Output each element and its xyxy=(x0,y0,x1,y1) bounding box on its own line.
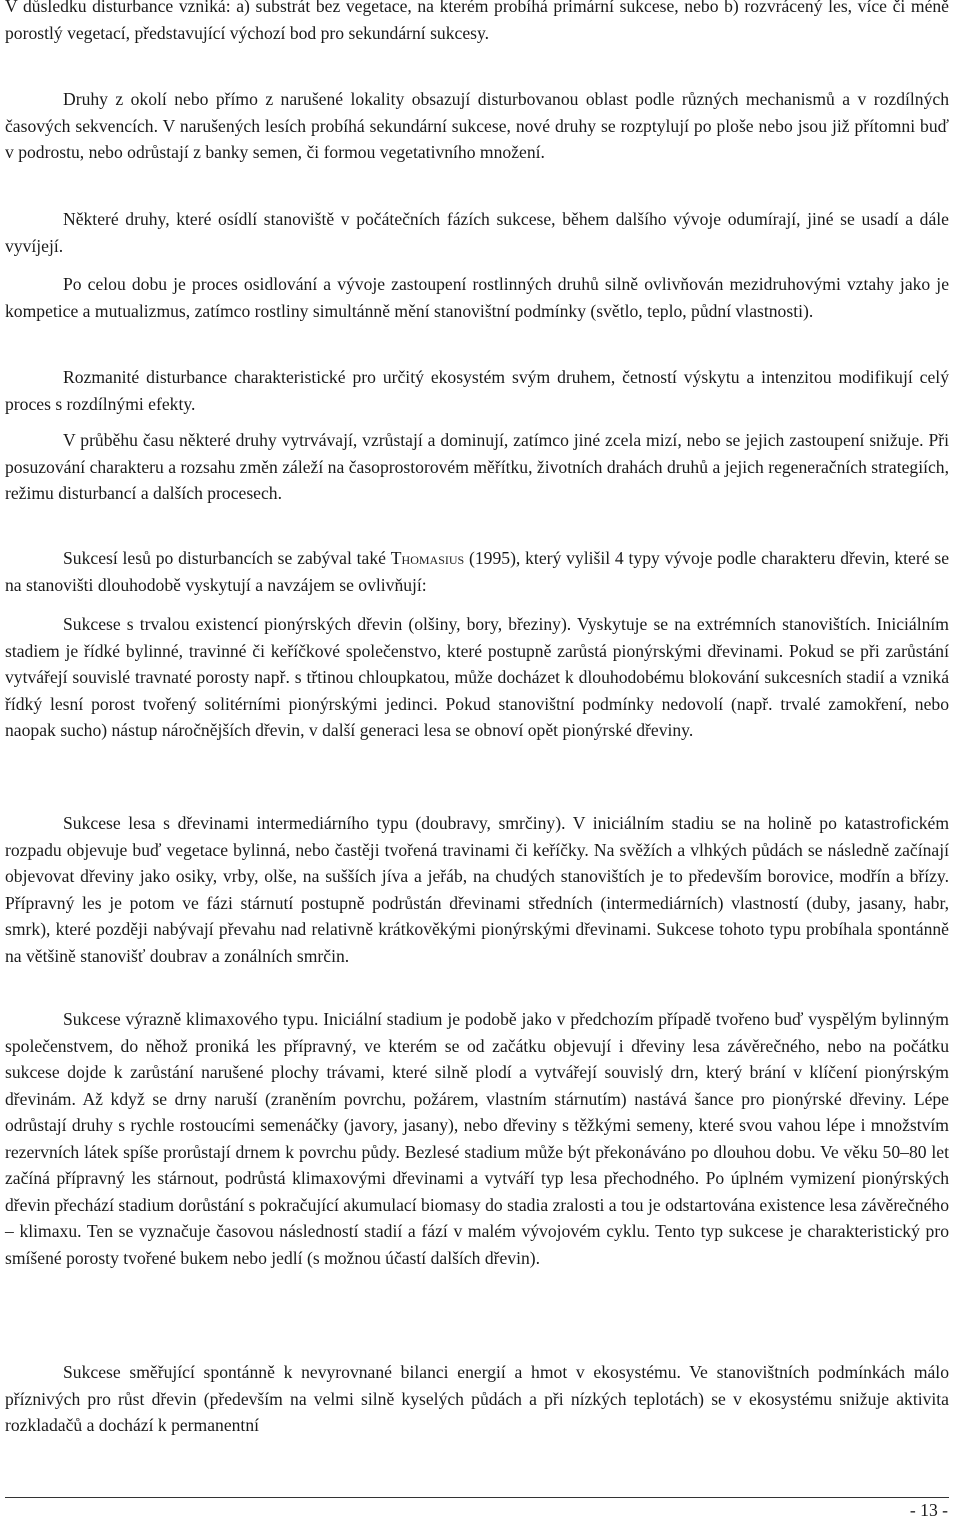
paragraph-2: Druhy z okolí nebo přímo z narušené lokality obsazují disturbovanou oblast podle různých mechanismů a v rozdílných časových sekvencích. V narušených lesích probíhá sekundární sukcese, nové druhy se rozptylují po ploše nebo jsou již přítomni buď v podrostu, nebo odrůstají z banky semen, či formou vegetativního množení. xyxy=(5,89,949,162)
footer-divider xyxy=(5,1497,949,1498)
paragraph-1: V důsledku disturbance vzniká: a) substrát bez vegetace, na kterém probíhá primární sukcese, nebo b) rozvrácený les, více či méně porostlý vegetací, představující výchozí bod pro sekundární sukcesy. xyxy=(5,0,949,43)
page-number: - 13 - xyxy=(909,1500,948,1520)
paragraph-7-text-b: (1995), který vylišil 4 typy vývoje podle charakteru dřevin, které se na stanovišti dlouhodobě vyskytují a navzájem se ovlivňují: xyxy=(5,548,949,595)
paragraph-6: V průběhu času některé druhy vytrvávají, vzrůstají a dominují, zatímco jiné zcela mizí, nebo se jejich zastoupení snižuje. Při posuzování charakteru a rozsahu změn záleží na časoprostorovém měřítku, životních drahách druhů a jejich regeneračních strategiích, režimu disturbancí a dalších procesech. xyxy=(5,430,949,503)
paragraph-3: Některé druhy, které osídlí stanoviště v počátečních fázích sukcese, během dalšího vývoje odumírají, jiné se usadí a dále vyvíjejí. xyxy=(5,209,949,256)
paragraph-7 xyxy=(5,545,949,598)
paragraph-8: Sukcese s trvalou existencí pionýrských dřevin (olšiny, bory, březiny). Vyskytuje se na extrémních stanovištích. Iniciálním stadiem je řídké bylinné, travinné či keříčkové společenstvo, které postupně zarůstá pionýrskými dřevinami. Pokud se při zarůstání vytvářejí souvislé travnaté porosty např. s třtinou chloupkatou, může docházet k dlouhodobému blokování sukcesních stadií a vzniká řídký lesní porost tvořený solitérními pionýrskými jedinci. Pokud stanovištní podmínky nedovolí (např. trvalé zamokření, nebo naopak sucho) nástup náročnějších dřevin, v další generaci lesa se obnoví opět pionýrské dřeviny. xyxy=(5,614,949,740)
paragraph-5: Rozmanité disturbance charakteristické pro určitý ekosystém svým druhem, četností výskytu a intenzitou modifikují celý proces s rozdílnými efekty. xyxy=(5,367,949,414)
paragraph-7-text-a: Sukcesí lesů po disturbancích se zabýval také xyxy=(63,548,391,568)
cited-author: Thomasius xyxy=(390,548,465,568)
document-page xyxy=(5,0,949,1520)
paragraph-9: Sukcese lesa s dřevinami intermediárního typu (doubravy, smrčiny). V iniciálním stadiu se na holině po katastrofickém rozpadu objevuje buď vegetace bylinná, nebo častěji tvořená travinami či keříčky. Na svěžích a vlhkých půdách se následně začínají objevovat dřeviny jako osiky, vrby, olše, na sušších jíva a jeřáb, na chudých stanovištích je to především borovice, modřín a břízy. Přípravný les je potom ve fázi stárnutí postupně podrůstán dřevinami středních (intermediárních) vlastností (duby, jasany, habr, smrk), které později nabývají převahu nad relativně krátkověkými pionýrskými dřevinami. Sukcese tohoto typu probíhala spontánně na většině stanovišť doubrav a zonálních smrčin. xyxy=(5,813,949,966)
paragraph-4: Po celou dobu je proces osidlování a vývoje zastoupení rostlinných druhů silně ovlivňován mezidruhovými vztahy jako je kompetice a mutualizmus, zatímco rostliny simultánně mění stanovištní podmínky (světlo, teplo, půdní vlastnosti). xyxy=(5,274,949,321)
paragraph-11: Sukcese směřující spontánně k nevyrovnané bilanci energií a hmot v ekosystému. Ve stanovištních podmínkách málo příznivých pro růst dřevin (především na velmi silně kyselých půdách a při nízkých teplotách) se v ekosystému snižuje aktivita rozkladačů a dochází k permanentní xyxy=(5,1362,949,1435)
paragraph-10: Sukcese výrazně klimaxového typu. Iniciální stadium je podobě jako v předchozím případě tvořeno buď vyspělým bylinným společenstvem, do něhož proniká les přípravný, ve kterém se od začátku objevují i dřeviny lesa závěrečného, nebo na počátku sukcese dojde k zarůstání narušené plochy trávami, které silně plodí a vytvářejí souvislý drn, který brání v klíčení pionýrským dřevinám. Až když se drny naruší (zraněním povrchu, požárem, vlastním stárnutím) nastává šance pro pionýrské dřeviny. Lépe odrůstají druhy s rychle rostoucími semenáčky (javory, jasany), nebo dřeviny s těžkými semeny, které svou vahou lépe i množstvím rezervních látek spíše prorůstají drnem k povrchu půdy. Bezlesé stadium může být překonáváno po dlouhou dobu. Ve věku 50–80 let začíná přípravný les stárnout, podrůstá klimaxovými dřevinami a vytváří typ lesa přechodného. Po úplném vymizení pionýrských dřevin přechází stadium dorůstání s pokračující akumulací biomasy do stadia zralosti a tou je odstartována existence lesa závěrečného – klimaxu. Ten se vyznačuje časovou následností stadií a fází v malém vývojovém cyklu. Tento typ sukcese je charakteristický pro smíšené porosty tvořené bukem nebo jedlí (s možnou účastí dalších dřevin). xyxy=(5,1009,949,1268)
